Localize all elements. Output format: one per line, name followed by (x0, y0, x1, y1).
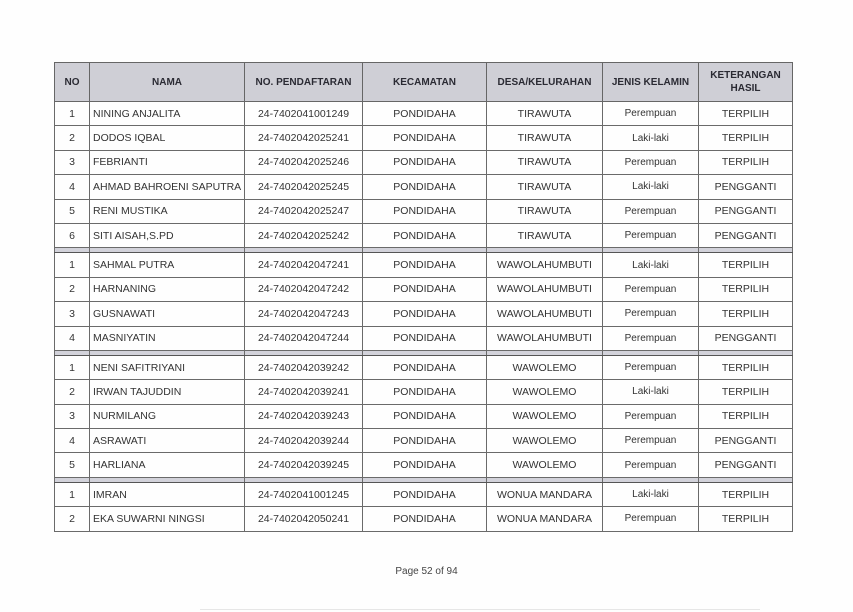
row-jenis-kelamin: Perempuan (603, 223, 699, 247)
table-row (55, 482, 793, 506)
row-registration-number: 24-7402042047241 (245, 253, 363, 277)
row-jenis-kelamin: Perempuan (603, 302, 699, 326)
header-row (55, 63, 793, 102)
row-keterangan-hasil: TERPILIH (699, 507, 793, 531)
row-registration-number: 24-7402042039244 (245, 429, 363, 453)
header-no: NO (55, 63, 90, 102)
row-number: 2 (55, 277, 90, 301)
row-jenis-kelamin: Perempuan (603, 150, 699, 174)
row-number: 3 (55, 404, 90, 428)
row-registration-number: 24-7402042039243 (245, 404, 363, 428)
row-number: 4 (55, 429, 90, 453)
row-registration-number: 24-7402042025246 (245, 150, 363, 174)
row-number: 3 (55, 150, 90, 174)
table-row (55, 277, 793, 301)
header-no-pendaftaran: NO. PENDAFTARAN (245, 63, 363, 102)
row-desa-kelurahan: TIRAWUTA (487, 150, 603, 174)
row-registration-number: 24-7402042025242 (245, 223, 363, 247)
row-name: SITI AISAH,S.PD (90, 223, 245, 247)
row-jenis-kelamin: Perempuan (603, 507, 699, 531)
table-row (55, 326, 793, 350)
table-row (55, 355, 793, 379)
row-number: 2 (55, 507, 90, 531)
row-jenis-kelamin: Perempuan (603, 453, 699, 477)
row-number: 6 (55, 223, 90, 247)
row-keterangan-hasil: PENGGANTI (699, 223, 793, 247)
row-jenis-kelamin: Laki-laki (603, 126, 699, 150)
row-registration-number: 24-7402042025247 (245, 199, 363, 223)
row-keterangan-hasil: TERPILIH (699, 102, 793, 126)
row-desa-kelurahan: WAWOLEMO (487, 429, 603, 453)
row-keterangan-hasil: TERPILIH (699, 150, 793, 174)
row-jenis-kelamin: Laki-laki (603, 253, 699, 277)
row-kecamatan: PONDIDAHA (363, 199, 487, 223)
row-keterangan-hasil: TERPILIH (699, 404, 793, 428)
table-row (55, 507, 793, 531)
row-keterangan-hasil: PENGGANTI (699, 175, 793, 199)
row-desa-kelurahan: WONUA MANDARA (487, 507, 603, 531)
row-jenis-kelamin: Perempuan (603, 355, 699, 379)
row-number: 4 (55, 326, 90, 350)
row-name: FEBRIANTI (90, 150, 245, 174)
row-name: MASNIYATIN (90, 326, 245, 350)
row-desa-kelurahan: WAWOLEMO (487, 453, 603, 477)
row-registration-number: 24-7402042025241 (245, 126, 363, 150)
table-row (55, 150, 793, 174)
row-name: ASRAWATI (90, 429, 245, 453)
row-number: 3 (55, 302, 90, 326)
row-jenis-kelamin: Perempuan (603, 326, 699, 350)
row-registration-number: 24-7402042039245 (245, 453, 363, 477)
row-desa-kelurahan: WAWOLAHUMBUTI (487, 253, 603, 277)
row-kecamatan: PONDIDAHA (363, 126, 487, 150)
row-kecamatan: PONDIDAHA (363, 404, 487, 428)
page-number: Page 52 of 94 (395, 566, 458, 577)
row-kecamatan: PONDIDAHA (363, 429, 487, 453)
row-name: SAHMAL PUTRA (90, 253, 245, 277)
row-desa-kelurahan: WONUA MANDARA (487, 482, 603, 506)
row-desa-kelurahan: WAWOLAHUMBUTI (487, 277, 603, 301)
header-kecamatan: KECAMATAN (363, 63, 487, 102)
row-number: 4 (55, 175, 90, 199)
row-number: 1 (55, 102, 90, 126)
row-kecamatan: PONDIDAHA (363, 380, 487, 404)
row-name: IRWAN TAJUDDIN (90, 380, 245, 404)
table-row (55, 429, 793, 453)
row-keterangan-hasil: TERPILIH (699, 277, 793, 301)
row-jenis-kelamin: Perempuan (603, 404, 699, 428)
table-row (55, 302, 793, 326)
table-row (55, 380, 793, 404)
row-number: 5 (55, 453, 90, 477)
row-desa-kelurahan: TIRAWUTA (487, 199, 603, 223)
row-registration-number: 24-7402042047243 (245, 302, 363, 326)
row-keterangan-hasil: TERPILIH (699, 302, 793, 326)
row-registration-number: 24-7402041001245 (245, 482, 363, 506)
row-registration-number: 24-7402042047244 (245, 326, 363, 350)
header-keterangan-hasil: KETERANGAN HASIL (699, 63, 793, 102)
row-registration-number: 24-7402042039242 (245, 355, 363, 379)
table-body (55, 102, 793, 532)
table-row (55, 223, 793, 247)
row-name: EKA SUWARNI NINGSI (90, 507, 245, 531)
row-registration-number: 24-7402041001249 (245, 102, 363, 126)
table-header (55, 63, 793, 102)
row-name: IMRAN (90, 482, 245, 506)
row-keterangan-hasil: TERPILIH (699, 355, 793, 379)
row-name: AHMAD BAHROENI SAPUTRA (90, 175, 245, 199)
row-number: 1 (55, 355, 90, 379)
row-kecamatan: PONDIDAHA (363, 453, 487, 477)
row-jenis-kelamin: Perempuan (603, 102, 699, 126)
row-registration-number: 24-7402042039241 (245, 380, 363, 404)
row-desa-kelurahan: WAWOLEMO (487, 404, 603, 428)
row-name: HARLIANA (90, 453, 245, 477)
row-registration-number: 24-7402042025245 (245, 175, 363, 199)
row-jenis-kelamin: Laki-laki (603, 175, 699, 199)
row-registration-number: 24-7402042050241 (245, 507, 363, 531)
row-desa-kelurahan: WAWOLAHUMBUTI (487, 326, 603, 350)
row-kecamatan: PONDIDAHA (363, 507, 487, 531)
row-desa-kelurahan: TIRAWUTA (487, 223, 603, 247)
row-keterangan-hasil: PENGGANTI (699, 199, 793, 223)
row-jenis-kelamin: Perempuan (603, 277, 699, 301)
row-kecamatan: PONDIDAHA (363, 223, 487, 247)
header-desa-kelurahan: DESA/KELURAHAN (487, 63, 603, 102)
row-keterangan-hasil: TERPILIH (699, 482, 793, 506)
row-desa-kelurahan: TIRAWUTA (487, 175, 603, 199)
row-keterangan-hasil: TERPILIH (699, 126, 793, 150)
row-name: NENI SAFITRIYANI (90, 355, 245, 379)
row-number: 2 (55, 126, 90, 150)
row-keterangan-hasil: TERPILIH (699, 380, 793, 404)
row-desa-kelurahan: TIRAWUTA (487, 102, 603, 126)
table-row (55, 126, 793, 150)
table-row (55, 102, 793, 126)
row-kecamatan: PONDIDAHA (363, 277, 487, 301)
row-jenis-kelamin: Perempuan (603, 429, 699, 453)
row-jenis-kelamin: Laki-laki (603, 380, 699, 404)
table-row (55, 253, 793, 277)
row-keterangan-hasil: PENGGANTI (699, 326, 793, 350)
header-nama: NAMA (90, 63, 245, 102)
row-name: GUSNAWATI (90, 302, 245, 326)
table-row (55, 404, 793, 428)
row-kecamatan: PONDIDAHA (363, 302, 487, 326)
row-desa-kelurahan: WAWOLAHUMBUTI (487, 302, 603, 326)
row-name: NURMILANG (90, 404, 245, 428)
row-name: RENI MUSTIKA (90, 199, 245, 223)
page-bottom-divider (200, 609, 760, 610)
row-kecamatan: PONDIDAHA (363, 326, 487, 350)
row-kecamatan: PONDIDAHA (363, 253, 487, 277)
row-desa-kelurahan: TIRAWUTA (487, 126, 603, 150)
row-number: 2 (55, 380, 90, 404)
row-kecamatan: PONDIDAHA (363, 150, 487, 174)
table-row (55, 453, 793, 477)
row-number: 1 (55, 253, 90, 277)
row-desa-kelurahan: WAWOLEMO (487, 355, 603, 379)
row-kecamatan: PONDIDAHA (363, 175, 487, 199)
row-jenis-kelamin: Perempuan (603, 199, 699, 223)
row-kecamatan: PONDIDAHA (363, 355, 487, 379)
row-desa-kelurahan: WAWOLEMO (487, 380, 603, 404)
row-kecamatan: PONDIDAHA (363, 482, 487, 506)
row-name: DODOS IQBAL (90, 126, 245, 150)
row-jenis-kelamin: Laki-laki (603, 482, 699, 506)
row-number: 5 (55, 199, 90, 223)
row-registration-number: 24-7402042047242 (245, 277, 363, 301)
row-keterangan-hasil: PENGGANTI (699, 453, 793, 477)
row-name: HARNANING (90, 277, 245, 301)
row-kecamatan: PONDIDAHA (363, 102, 487, 126)
row-number: 1 (55, 482, 90, 506)
table-row (55, 199, 793, 223)
row-keterangan-hasil: PENGGANTI (699, 429, 793, 453)
table-row (55, 175, 793, 199)
row-name: NINING ANJALITA (90, 102, 245, 126)
row-keterangan-hasil: TERPILIH (699, 253, 793, 277)
header-jenis-kelamin: JENIS KELAMIN (603, 63, 699, 102)
results-table (54, 62, 793, 532)
